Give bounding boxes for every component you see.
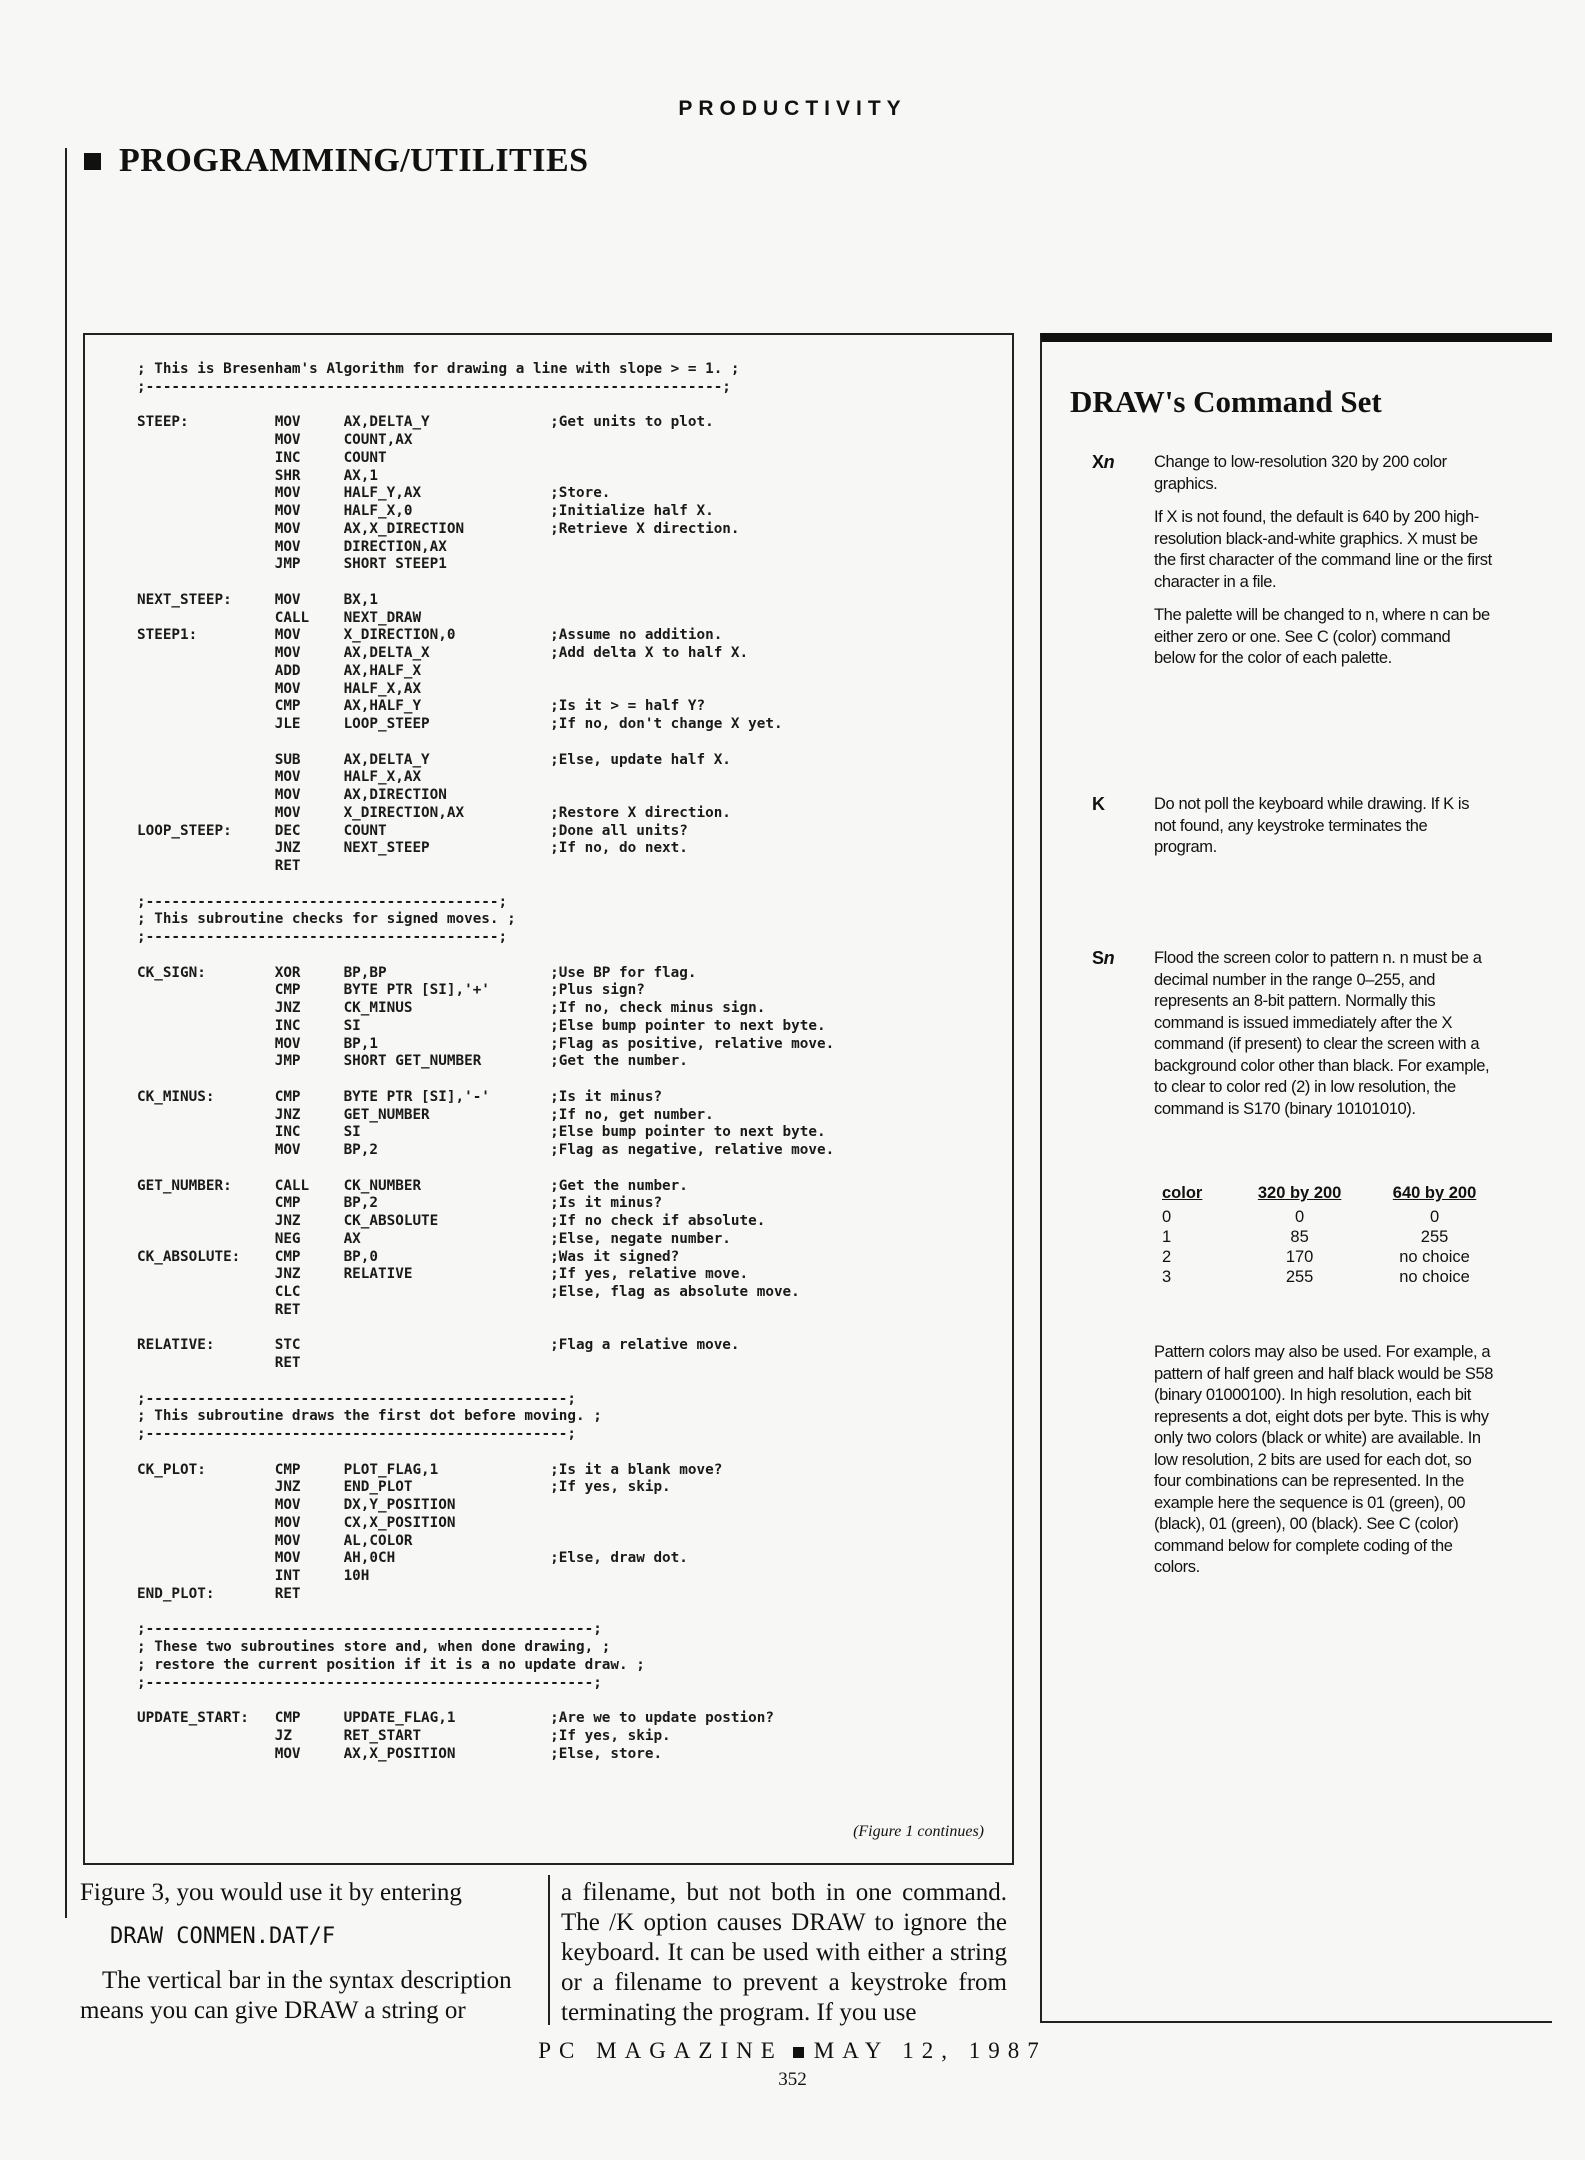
command-description: Flood the screen color to pattern n. n must be a decimal number in the range 0–255, and represents an 8-bit pattern. Normally this command is issued immediately after the X command (if present) to clear the screen with a background color other than black. For example, to clear to color red (2) in low resolution, the command is S170 (binary 10101010). — [1154, 949, 1490, 1118]
command-example: DRAW CONMEN.DAT/F — [110, 1924, 336, 1949]
table-row: 2 170 no choice — [1162, 1248, 1470, 1266]
command-s — [1092, 948, 1492, 1132]
body-column-2 — [561, 1878, 1007, 2032]
magazine-name: PC MAGAZINE — [538, 2038, 783, 2063]
sidebar-title: DRAW's Command Set — [1070, 384, 1382, 419]
body-paragraph: a filename, but not both in one command. The /K option causes DRAW to ignore the keyboard. It can be used with either a string or a filename to prevent a keystroke from terminating the program. If you use — [561, 1879, 1007, 2026]
code-listing-box — [83, 333, 1014, 1865]
issue-date: MAY 12, 1987 — [813, 2038, 1047, 2063]
command-x — [1092, 452, 1492, 682]
table-row: 1 85 255 — [1162, 1228, 1449, 1246]
page-footer — [0, 2038, 1585, 2064]
command-key: Sn — [1092, 948, 1115, 968]
section-rule — [65, 148, 67, 1918]
command-key: Xn — [1092, 452, 1115, 472]
heading-text: PROGRAMMING/UTILITIES — [119, 142, 589, 179]
body-text-line: Figure 3, you would use it by entering — [80, 1879, 462, 1906]
table-row: 3 255 no choice — [1162, 1268, 1470, 1286]
figure-continues-note: (Figure 1 continues) — [853, 1823, 984, 1840]
body-paragraph: The vertical bar in the syntax description means you can give DRAW a string or — [80, 1967, 512, 2024]
command-key: K — [1092, 794, 1105, 814]
table-header: 640 by 200 — [1392, 1184, 1477, 1202]
table-header: 320 by 200 — [1257, 1184, 1342, 1202]
command-description: Change to low-resolution 320 by 200 color graphics. If X is not found, the default is 640 by 200 high-resolution black-and-white graphics. X must be the first character of the command line or the first character in a file. The palette will be changed to n, where n can be either zero or one. See C (color) command below for the color of each palette. — [1154, 453, 1492, 667]
page-heading — [84, 142, 589, 180]
color-table — [1152, 1184, 1502, 1287]
heading-bullet — [84, 153, 101, 170]
body-column-1 — [80, 1878, 540, 2030]
sidebar-box — [1040, 333, 1552, 2023]
table-header: color — [1162, 1184, 1203, 1202]
command-description: Do not poll the keyboard while drawing. If K is not found, any keystroke terminates the program. — [1154, 795, 1470, 856]
pattern-note: Pattern colors may also be used. For example, a pattern of half green and half black would be S58 (binary 01000100). In high resolution, each bit represents a dot, eight dots per byte. This is why only two colors (black or white) are available. In low resolution, 2 bits are used for each dot, so four combinations can be represented. In the example here the sequence is 01 (green), 00 (black), 01 (green), 00 (black). See C (color) command below for complete coding of the colors. — [1154, 1343, 1494, 1576]
column-divider — [548, 1875, 550, 2025]
code-listing: ; This is Bresenham's Algorithm for drawing a line with slope > = 1. ; ;-------------------------------------------------------------------; STEEP: MOV AX,DELTA_Y ;Get units to plot. MOV COUNT,AX INC COUNT SHR AX,1 MOV HALF_Y,AX ;Store. MOV HALF_X,0 ;Initialize half X. MOV AX,X_DIRECTION ;Retrieve X direction. MOV DIRECTION,AX JMP SHORT STEEP1 NEXT_STEEP: MOV BX,1 CALL NEXT_DRAW STEEP1: MOV X_DIRECTION,0 ;Assume no addition. MOV AX,DELTA_X ;Add delta X to half X. ADD AX,HALF_X MOV HALF_X,AX CMP AX,HALF_Y ;Is it > = half Y? JLE LOOP_STEEP ;If no, don't change X yet. SUB AX,DELTA_Y ;Else, update half X. MOV HALF_X,AX MOV AX,DIRECTION MOV X_DIRECTION,AX ;Restore X direction. LOOP_STEEP: DEC COUNT ;Done all units? JNZ NEXT_STEEP ;If no, do next. RET ;-----------------------------------------; ; This subroutine checks for signed moves. ; ;-----------------------------------------; CK_SIGN: XOR BP,BP ;Use BP for flag. CMP BYTE PTR [SI],'+' ;Plus sign? JNZ CK_MINUS ;If no, check minus sign. INC SI ;Else bump pointer to next byte. MOV BP,1 ;Flag as positive, relative move. JMP SHORT GET_NUMBER ;Get the number. CK_MINUS: CMP BYTE PTR [SI],'-' ;Is it minus? JNZ GET_NUMBER ;If no, get number. INC SI ;Else bump pointer to next byte. MOV BP,2 ;Flag as negative, relative move. GET_NUMBER: CALL CK_NUMBER ;Get the number. CMP BP,2 ;Is it minus? JNZ CK_ABSOLUTE ;If no check if absolute. NEG AX ;Else, negate number. CK_ABSOLUTE: CMP BP,0 ;Was it signed? JNZ RELATIVE ;If yes, relative move. CLC ;Else, flag as absolute move. RET RELATIVE: STC ;Flag a relative move. RET ;-------------------------------------------------; ; This subroutine draws the first dot before moving. ; ;-------------------------------------------------; CK_PLOT: CMP PLOT_FLAG,1 ;Is it a blank move? JNZ END_PLOT ;If yes, skip. MOV DX,Y_POSITION MOV CX,X_POSITION MOV AL,COLOR MOV AH,0CH ;Else, draw dot. INT 10H END_PLOT: RET ;----------------------------------------------------; ; These two subroutines store and, when done drawing, ; ; restore the current position if it is a no update draw. ; ;----------------------------------------------------; UPDATE_START: CMP UPDATE_FLAG,1 ;Are we to update postion? JZ RET_START ;If yes, skip. MOV AX,X_POSITION ;Else, store. — [137, 361, 835, 1762]
command-k — [1092, 794, 1492, 871]
section-label: PRODUCTIVITY — [678, 97, 907, 120]
page-number: 352 — [778, 2069, 807, 2090]
table-row: 0 0 0 — [1162, 1208, 1440, 1226]
footer-bullet — [793, 2047, 804, 2058]
